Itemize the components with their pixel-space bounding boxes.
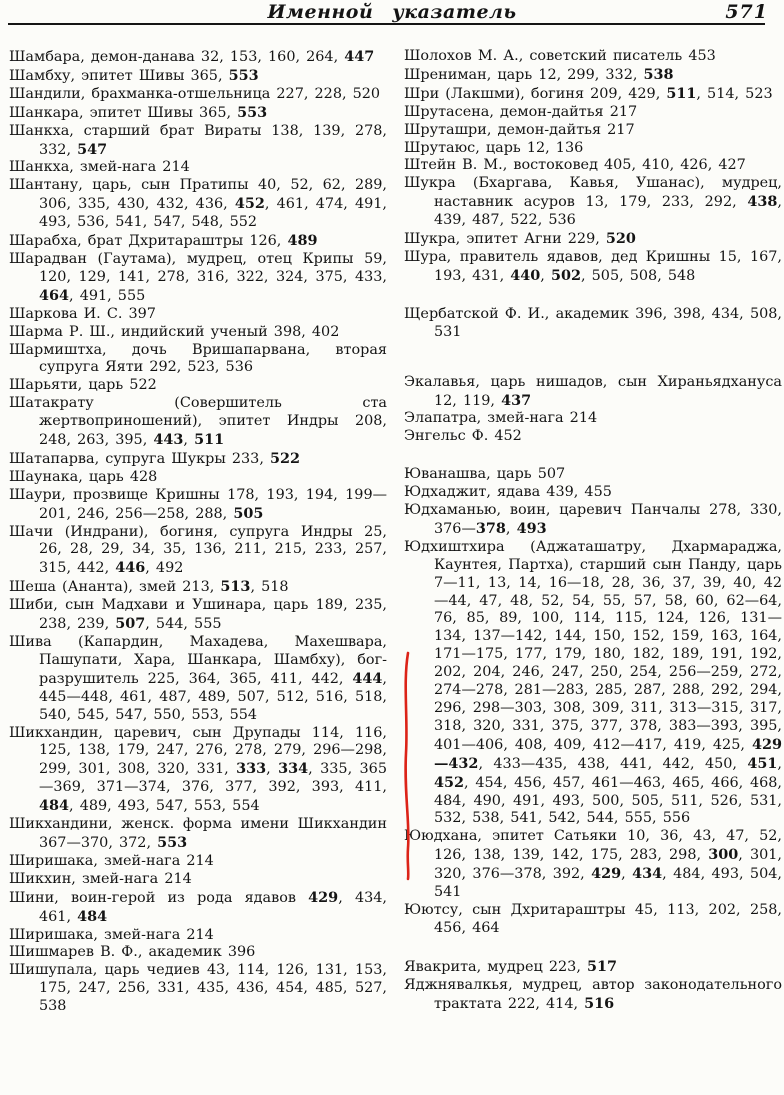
- entry-text: Шаунака, царь 428: [9, 468, 158, 485]
- index-entry: [9, 395, 387, 450]
- entry-bold-page-ref: 517: [587, 957, 618, 975]
- entry-text: Шруташри, демон-дайтья 217: [404, 121, 635, 138]
- entry-text: Шикхандин, царевич, сын Друпады 114, 116, 125, 138, 179, 247, 276, 278, 279, 296—298, 299, 301, 308, 320, 331,: [9, 724, 387, 778]
- entry-bold-page-ref: 553: [157, 833, 188, 851]
- entry-text: , 505, 508, 548: [580, 267, 696, 284]
- entry-bold-page-ref: 440: [510, 266, 541, 284]
- entry-text: , 454, 456, 457, 461—463, 465, 466, 468, 484, 490, 491, 493, 500, 505, 511, 526, 531, 532, 538, 541, 542, 544, 555, 556: [434, 774, 782, 827]
- entry-bold-page-ref: 451: [747, 754, 778, 772]
- index-entry: [9, 48, 387, 67]
- entry-text: Шишупала, царь чедиев 43, 114, 126, 131, 153, 175, 247, 256, 331, 435, 436, 454, 485, 527, 538: [9, 962, 387, 1015]
- entry-text: Шандили, брахманка-отшельница 227, 228, 520: [9, 85, 381, 102]
- entry-text: ,: [505, 520, 517, 537]
- entry-text: Шрениман, царь 12, 299, 332,: [404, 66, 644, 83]
- entry-text: , 484, 493, 504, 541: [434, 866, 782, 901]
- entry-text: Шура, правитель ядавов, дед Кришны 15, 167, 193, 431,: [404, 248, 782, 284]
- entry-text: ,: [540, 267, 551, 284]
- index-entry: [9, 578, 387, 597]
- entry-text: Ширишака, змей-нага 214: [9, 852, 214, 869]
- index-entry: [9, 251, 387, 306]
- index-entry: [9, 450, 387, 469]
- index-entry: [9, 159, 387, 177]
- entry-text: Шукра (Бхаргава, Кавья, Ушанас), мудрец, наставник асуров 13, 179, 233, 292,: [404, 175, 782, 211]
- index-entry: [9, 725, 387, 817]
- index-entry: [404, 374, 782, 411]
- entry-bold-page-ref: 511: [194, 431, 225, 449]
- entry-text: Шамбху, эпитет Шивы 365,: [9, 67, 229, 84]
- index-entry: [9, 634, 387, 725]
- index-entry: [404, 306, 782, 342]
- page-number: 571: [725, 1, 768, 23]
- entry-bold-page-ref: 434: [632, 865, 663, 883]
- index-entry: [404, 104, 782, 122]
- index-entry: [9, 524, 387, 579]
- index-entry: [9, 889, 387, 927]
- index-entry: [404, 140, 782, 158]
- index-entry: [9, 487, 387, 524]
- index-entry: [9, 871, 387, 889]
- index-entry: [9, 324, 387, 342]
- index-entry: [9, 306, 387, 324]
- index-entry: [9, 927, 387, 945]
- entry-bold-page-ref: 484: [39, 797, 70, 815]
- entry-bold-page-ref: 493: [516, 519, 547, 537]
- entry-text: Юванашва, царь 507: [404, 466, 566, 483]
- index-entry: [404, 122, 782, 140]
- entry-text: Шарьяти, царь 522: [9, 377, 157, 394]
- entry-text: Явакрита, мудрец 223,: [404, 958, 587, 975]
- index-columns: [9, 48, 782, 1016]
- entry-text: , 301, 320, 376—378, 392,: [434, 847, 782, 883]
- index-entry: [404, 230, 782, 249]
- index-entry: [404, 249, 782, 286]
- entry-text: ,: [621, 866, 633, 883]
- index-entry: [9, 67, 387, 86]
- entry-text: Юдхаджит, ядава 439, 455: [404, 484, 612, 501]
- index-entry: [404, 466, 782, 484]
- entry-text: Шива (Капардин, Махадева, Махешвара, Пашупати, Хара, Шанкара, Шамбху), бог-разрушитель 225, 364, 365, 411, 442,: [9, 634, 387, 687]
- entry-text: , 434, 461,: [39, 889, 387, 925]
- index-entry: [404, 48, 782, 66]
- entry-text: Шикхандини, женск. форма имени Шикхандин 367—370, 372,: [9, 816, 387, 851]
- index-entry: [404, 902, 782, 938]
- entry-bold-page-ref: 333: [236, 760, 267, 778]
- index-column-left: [9, 48, 387, 1016]
- index-entry: [9, 123, 387, 160]
- entry-text: , 461, 474, 491, 493, 536, 541, 547, 548, 552: [39, 196, 387, 231]
- entry-bold-page-ref: 300: [708, 846, 739, 864]
- entry-bold-page-ref: 443: [153, 431, 184, 449]
- index-entry: [9, 944, 387, 962]
- entry-text: Шамбара, демон-данава 32, 153, 160, 264,: [9, 49, 345, 65]
- entry-bold-page-ref: 452: [434, 773, 465, 791]
- index-entry: [9, 104, 387, 123]
- entry-text: , 491, 555: [69, 287, 146, 304]
- entry-bold-page-ref: 437: [501, 391, 532, 409]
- entry-bold-page-ref: 489: [287, 232, 318, 250]
- entry-text: Шини, воин-герой из рода ядавов: [9, 889, 309, 906]
- entry-text: Шатапарва, супруга Шукры 233,: [9, 450, 270, 467]
- entry-bold-page-ref: 429: [308, 888, 339, 906]
- index-entry: [404, 828, 782, 902]
- entry-bold-page-ref: 547: [77, 140, 108, 158]
- index-entry: [9, 86, 387, 104]
- entry-text: , 439, 487, 522, 536: [434, 194, 782, 229]
- entry-text: Шармиштха, дочь Вришапарвана, вторая супруга Яяти 292, 523, 536: [9, 341, 387, 376]
- entry-text: Шикхин, змей-нага 214: [9, 870, 192, 887]
- index-entry: [9, 853, 387, 871]
- entry-text: , 335, 365—369, 371—374, 376, 377, 392, 393, 411,: [39, 761, 387, 796]
- entry-bold-page-ref: 502: [550, 266, 581, 284]
- entry-text: Энгельс Ф. 452: [404, 428, 522, 445]
- index-entry: [404, 410, 782, 428]
- entry-text: Штейн В. М., востоковед 405, 410, 426, 427: [404, 157, 746, 174]
- entry-bold-page-ref: 520: [605, 230, 636, 248]
- entry-text: ,: [183, 432, 195, 449]
- index-entry: [404, 157, 782, 175]
- entry-bold-page-ref: 553: [228, 66, 259, 84]
- entry-text: Шри (Лакшми), богиня 209, 429,: [404, 85, 667, 102]
- index-entry: [404, 428, 782, 446]
- index-entry: [404, 977, 782, 1014]
- entry-text: Шарадван (Гаутама), мудрец, отец Крипы 59, 120, 129, 141, 278, 316, 322, 324, 375, 433,: [9, 250, 387, 285]
- entry-text: ,: [777, 755, 782, 772]
- entry-text: Шаури, прозвище Кришны 178, 193, 194, 199—201, 246, 256—258, 288,: [9, 486, 387, 522]
- entry-bold-page-ref: 446: [115, 559, 146, 577]
- index-entry: [404, 539, 782, 829]
- entry-bold-page-ref: 452: [234, 195, 265, 213]
- entry-text: Шанкха, змей-нага 214: [9, 159, 190, 176]
- entry-text: Яджнявалкья, мудрец, автор законодательного трактата 222, 414,: [404, 976, 782, 1012]
- entry-text: Шрутаюс, царь 12, 136: [404, 139, 584, 156]
- entry-text: , 518: [250, 579, 289, 596]
- entry-text: , 514, 523: [696, 85, 773, 102]
- entry-text: Элапатра, змей-нага 214: [404, 410, 598, 427]
- entry-text: Шрутасена, демон-дайтья 217: [404, 103, 638, 120]
- entry-text: Ширишака, змей-нага 214: [9, 926, 214, 943]
- entry-bold-page-ref: 447: [344, 48, 375, 65]
- index-entry: [9, 597, 387, 634]
- entry-bold-page-ref: 507: [115, 615, 146, 633]
- index-entry: [404, 502, 782, 539]
- entry-text: Юдхиштхира (Аджаташатру, Дхармараджа, Каунтея, Партха), старший сын Панду, царь 7—11, 13, 14, 16—18, 28, 36, 37, 39, 40, 42—44, 47, 48, 52, 54, 55, 57, 58, 60, 62—64, 76, 85, 89, 100, 114, 115, 124, 126, 131—134, 137—142, 144, 150, 152, 159, 163, 164, 171—175, 177, 179, 180, 182, 189, 191, 192, 202, 204, 246, 247, 250, 254, 256—259, 272, 274—278, 281—283, 285, 287, 288, 292, 294, 296, 298—303, 308, 309, 311, 313—315, 317, 318, 320, 331, 375, 377, 378, 383—393, 395, 401—406, 408, 409, 412—417, 419, 425,: [404, 538, 782, 753]
- entry-bold-page-ref: 522: [269, 449, 301, 467]
- entry-text: Шолохов М. А., советский писатель 453: [404, 48, 716, 64]
- index-entry: [9, 816, 387, 853]
- index-entry: [404, 958, 782, 977]
- entry-text: Шантану, царь, сын Пратипы 40, 52, 62, 289, 306, 335, 430, 432, 436,: [9, 177, 387, 213]
- entry-text: Юютсу, сын Дхритараштры 45, 113, 202, 258, 456, 464: [404, 901, 782, 936]
- entry-text: Шачи (Индрани), богиня, супруга Индры 25, 26, 28, 29, 34, 35, 136, 211, 215, 233, 257, 315, 442,: [9, 523, 387, 577]
- entry-bold-page-ref: 334: [278, 760, 309, 778]
- entry-text: Шиби, сын Мадхави и Ушинара, царь 189, 235, 238, 239,: [9, 597, 387, 633]
- entry-text: ,: [266, 761, 279, 778]
- header-rule: [8, 23, 765, 25]
- entry-text: , 489, 493, 547, 553, 554: [69, 798, 260, 815]
- entry-text: Шанкара, эпитет Шивы 365,: [9, 104, 238, 121]
- entry-text: Шатакрату (Совершитель ста жертвоприношений), эпитет Индры 208, 248, 263, 395,: [9, 395, 387, 449]
- entry-text: Экалавья, царь нишадов, сын Хираньядхануса 12, 119,: [404, 373, 782, 409]
- entry-text: Ююдхана, эпитет Сатьяки 10, 36, 43, 47, 52, 126, 138, 139, 142, 175, 283, 298,: [404, 828, 782, 864]
- entry-bold-page-ref: 484: [77, 907, 108, 925]
- index-entry: [9, 232, 387, 251]
- index-entry: [9, 962, 387, 1016]
- index-entry: [9, 342, 387, 378]
- entry-bold-page-ref: 444: [352, 669, 383, 687]
- index-entry: [404, 66, 782, 85]
- entry-bold-page-ref: 513: [220, 578, 251, 596]
- entry-text: , 445—448, 461, 487, 489, 507, 512, 516, 518, 540, 545, 547, 550, 553, 554: [39, 670, 387, 723]
- index-entry: [9, 377, 387, 395]
- entry-text: Юдхаманью, воин, царевич Панчалы 278, 330, 376—: [404, 502, 782, 537]
- entry-bold-page-ref: 429—432: [434, 735, 782, 772]
- entry-text: Шарма Р. Ш., индийский ученый 398, 402: [9, 323, 340, 340]
- entry-text: Шанкха, старший брат Вираты 138, 139, 278, 332,: [9, 122, 387, 158]
- entry-text: Щербатской Ф. И., академик 396, 398, 434, 508, 531: [404, 305, 782, 340]
- entry-text: , 544, 555: [145, 616, 222, 633]
- index-entry: [9, 469, 387, 487]
- entry-text: , 492: [145, 560, 184, 577]
- entry-bold-page-ref: 438: [747, 193, 778, 211]
- index-entry: [404, 175, 782, 230]
- index-column-right: [404, 48, 782, 1016]
- entry-bold-page-ref: 511: [666, 84, 697, 102]
- entry-text: Шукра, эпитет Агни 229,: [404, 231, 606, 248]
- entry-bold-page-ref: 505: [233, 504, 264, 522]
- running-head-title: Именной указатель: [267, 1, 517, 23]
- entry-bold-page-ref: 538: [643, 65, 674, 83]
- entry-bold-page-ref: 553: [237, 103, 268, 121]
- entry-bold-page-ref: 378: [475, 519, 506, 537]
- entry-text: Шарабха, брат Дхритараштры 126,: [9, 233, 288, 250]
- entry-text: Шеша (Ананта), змей 213,: [9, 579, 221, 596]
- entry-text: , 433—435, 438, 441, 442, 450,: [478, 755, 748, 772]
- index-entry: [404, 85, 782, 104]
- entry-text: Шаркова И. С. 397: [9, 305, 156, 322]
- index-entry: [404, 484, 782, 502]
- entry-bold-page-ref: 429: [591, 865, 622, 883]
- entry-bold-page-ref: 464: [39, 286, 70, 304]
- entry-text: Шишмарев В. Ф., академик 396: [9, 944, 256, 961]
- entry-bold-page-ref: 516: [584, 994, 615, 1012]
- index-entry: [9, 177, 387, 232]
